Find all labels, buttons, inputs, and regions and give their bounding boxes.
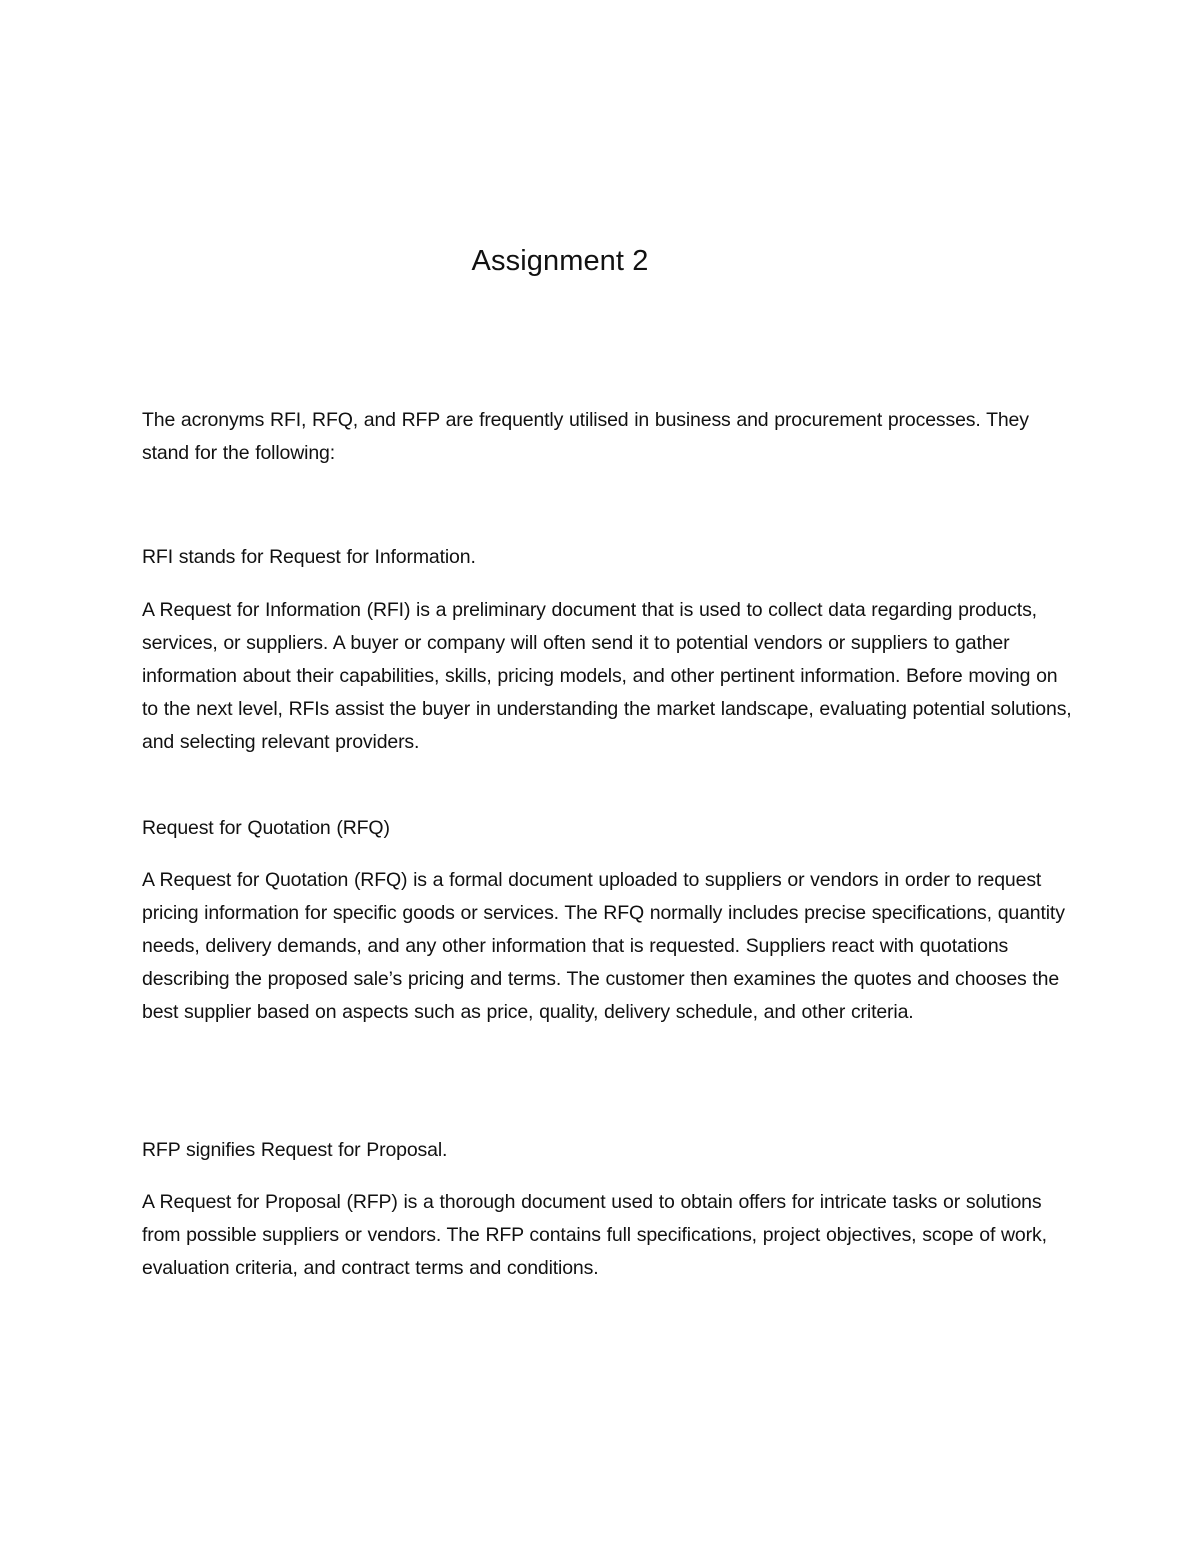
intro-paragraph: The acronyms RFI, RFQ, and RFP are frequently utilised in business and procurement processes. They stand for the following: xyxy=(142,409,1029,464)
document-title: Assignment 2 xyxy=(471,245,649,277)
rfq-paragraph: A Request for Quotation (RFQ) is a formal document uploaded to suppliers or vendors in order to request pricing information for specific goods or services. The RFQ normally includes precise specifications, quantity needs, delivery demands, and any other information that is requested. Suppliers react with quotations describing the proposed sale’s pricing and terms. The customer then examines the quotes and chooses the best supplier based on aspects such as price, quality, delivery schedule, and other criteria. xyxy=(142,869,1065,1023)
rfp-paragraph: A Request for Proposal (RFP) is a thorough document used to obtain offers for intricate tasks or solutions from possible suppliers or vendors. The RFP contains full specifications, project objectives, scope of work, evaluation criteria, and contract terms and conditions. xyxy=(142,1191,1047,1279)
rfi-heading: RFI stands for Request for Information. xyxy=(142,546,476,568)
rfp-heading: RFP signifies Request for Proposal. xyxy=(142,1139,448,1161)
rfi-paragraph: A Request for Information (RFI) is a preliminary document that is used to collect data regarding products, services, or suppliers. A buyer or company will often send it to potential vendors or suppliers to gather information about their capabilities, skills, pricing models, and other pertinent information. Before moving on to the next level, RFIs assist the buyer in understanding the market landscape, evaluating potential solutions, and selecting relevant providers. xyxy=(142,599,1072,753)
rfq-heading: Request for Quotation (RFQ) xyxy=(142,817,390,839)
